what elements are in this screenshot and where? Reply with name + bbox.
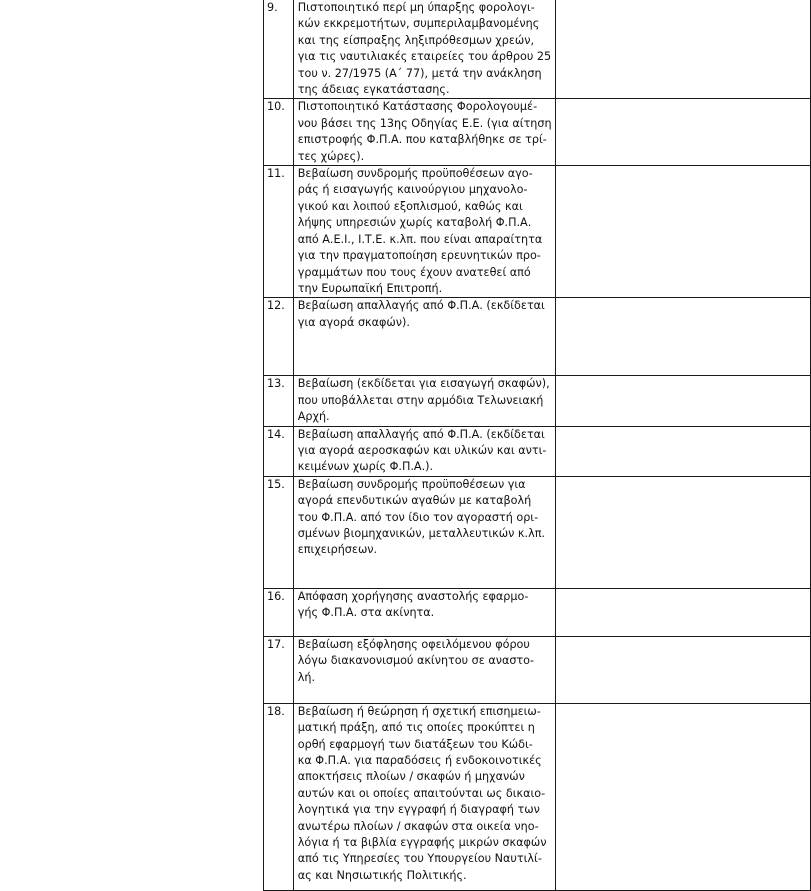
description-line: αποκτήσεις πλοίων / σκαφών ή μηχανών [297, 770, 525, 784]
empty-cell [555, 636, 810, 703]
description-line: ράς ή εισαγωγής καινούργιου μηχανολο- [297, 183, 528, 197]
description-line: λόγω διακανονισμού ακίνητου σε αναστο- [297, 654, 535, 668]
description-line: γής Φ.Π.Α. στα ακίνητα. [297, 606, 435, 620]
row-number: 14. [264, 426, 294, 476]
description-line: από τις Υπηρεσίες του Υπουργείου Ναυτιλί- [297, 852, 542, 866]
description-line: Απόφαση χορήγησης αναστολής εφαρμο- [297, 589, 529, 603]
description-line: λήψης υπηρεσιών χωρίς καταβολή Φ.Π.Α. [297, 216, 532, 230]
description-line: κα Φ.Π.Α. για παραδόσεις ή ενδοκοινοτικές [297, 753, 542, 767]
description-line: για αγορά αεροσκαφών και υλικών και αντι- [297, 443, 547, 457]
table-row [264, 376, 811, 426]
row-description [293, 588, 555, 636]
table-row [264, 298, 811, 376]
description-line: του ν. 27/1975 (Α΄ 77), μετά την ανάκληση [297, 66, 542, 80]
empty-cell [555, 476, 810, 588]
description-line: Πιστοποιητικό περί μη ύπαρξης φορολογι- [297, 1, 535, 14]
description-line: Βεβαίωση απαλλαγής από Φ.Π.Α. (εκδίδεται [297, 299, 545, 313]
row-description [293, 426, 555, 476]
description-line: για τις ναυτιλιακές εταιρείες του άρθρου 25 [297, 50, 552, 64]
description-line: ανωτέρω πλοίων / σκαφών στα οικεία νηο- [297, 819, 539, 833]
description-line: από Α.Ε.Ι., Ι.Τ.Ε. κ.λπ. που είναι απαραίτητα [297, 232, 543, 246]
description-line: Βεβαίωση συνδρομής προϋποθέσεων αγο- [297, 167, 533, 181]
row-number: 16. [264, 588, 294, 636]
empty-cell [555, 426, 810, 476]
description-line: αυτών και οι οποίες απαιτούνται ως δικαιο- [297, 786, 546, 800]
table-row [264, 703, 811, 890]
certificates-table [263, 0, 811, 891]
description-line: τες χώρες). [297, 149, 365, 163]
row-description [293, 166, 555, 298]
row-description [293, 99, 555, 166]
table-row [264, 636, 811, 703]
description-line: ματική πράξη, από τις οποίες προκύπτει η [297, 721, 535, 735]
description-line: Βεβαίωση (εκδίδεται για εισαγωγή σκαφών), [297, 377, 550, 391]
empty-cell [555, 376, 810, 426]
description-line: Βεβαίωση απαλλαγής από Φ.Π.Α. (εκδίδεται [297, 427, 545, 441]
row-number: 11. [264, 166, 294, 298]
row-description [293, 703, 555, 890]
row-description [293, 476, 555, 588]
table-row [264, 476, 811, 588]
description-line: νου βάσει της 13ης Οδηγίας Ε.Ε. (για αίτηση [297, 116, 552, 130]
row-description [293, 636, 555, 703]
empty-cell [555, 0, 810, 99]
description-line: που υποβάλλεται στην αρμόδια Τελωνειακή [297, 393, 544, 407]
row-number: 13. [264, 376, 294, 426]
table-row [264, 166, 811, 298]
description-line: λογητικά για την εγγραφή ή διαγραφή των [297, 803, 540, 817]
description-line: σμένων βιομηχανικών, μεταλλευτικών κ.λπ. [297, 526, 545, 540]
table-row [264, 0, 811, 99]
table-row [264, 588, 811, 636]
description-line: επιστροφής Φ.Π.Α. που καταβλήθηκε σε τρί- [297, 133, 547, 147]
description-line: ας και Νησιωτικής Πολιτικής. [297, 868, 467, 882]
description-line: αγορά επενδυτικών αγαθών με καταβολή [297, 494, 532, 508]
row-number: 15. [264, 476, 294, 588]
row-number: 9. [264, 0, 294, 99]
table-row [264, 99, 811, 166]
description-line: Βεβαίωση ή θεώρηση ή σχετική επισημειω- [297, 704, 541, 718]
empty-cell [555, 298, 810, 376]
row-number: 10. [264, 99, 294, 166]
description-line: Βεβαίωση εξόφλησης οφειλόμενου φόρου [297, 637, 530, 651]
certificates-table-body [264, 0, 811, 890]
description-line: γραμμάτων που τους έχουν ανατεθεί από [297, 265, 531, 279]
empty-cell [555, 99, 810, 166]
description-line: ορθή εφαρμογή των διατάξεων του Κώδι- [297, 737, 533, 751]
description-line: για αγορά σκαφών). [297, 315, 410, 329]
description-line: για την πραγματοποίηση ερευνητικών προ- [297, 249, 541, 263]
description-line: την Ευρωπαϊκή Επιτροπή. [297, 281, 443, 295]
description-line: λή. [297, 670, 316, 684]
empty-cell [555, 703, 810, 890]
description-line: γικού και λοιπού εξοπλισμού, καθώς και [297, 199, 523, 213]
empty-cell [555, 166, 810, 298]
description-line: Πιστοποιητικό Κατάστασης Φορολογουμέ- [297, 100, 538, 114]
description-line: Βεβαίωση συνδρομής προϋποθέσεων για [297, 477, 526, 491]
row-number: 17. [264, 636, 294, 703]
description-line: Αρχή. [297, 410, 330, 424]
row-description [293, 0, 555, 99]
description-line: κών εκκρεμοτήτων, συμπεριλαμβανομένης [297, 17, 540, 31]
description-line: λόγια ή τα βιβλία εγγραφής μικρών σκαφών [297, 836, 547, 849]
row-description [293, 298, 555, 376]
description-line: της άδειας εγκατάστασης. [297, 83, 450, 97]
row-description [293, 376, 555, 426]
empty-cell [555, 588, 810, 636]
description-line: του Φ.Π.Α. από τον ίδιο τον αγοραστή ορι- [297, 510, 539, 524]
row-number: 12. [264, 298, 294, 376]
description-line: κειμένων χωρίς Φ.Π.Α.). [297, 460, 434, 474]
description-line: και της είσπραξης ληξιπρόθεσμων χρεών, [297, 33, 535, 47]
table-row [264, 426, 811, 476]
row-number: 18. [264, 703, 294, 890]
description-line: επιχειρήσεων. [297, 543, 378, 557]
